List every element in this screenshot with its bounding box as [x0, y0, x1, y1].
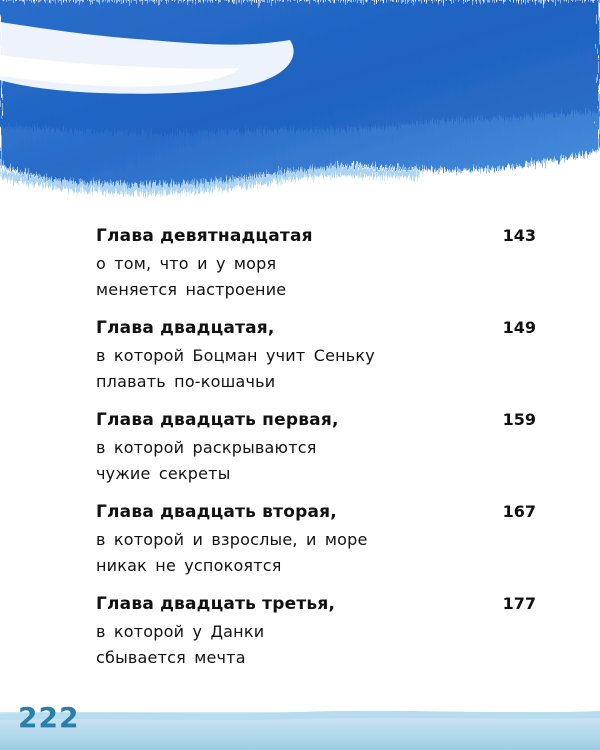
chapter-subtitle-line: в которой раскрываются [96, 438, 317, 457]
chapter-page-number: 159 [502, 410, 536, 429]
chapter-page-number: 149 [502, 318, 536, 337]
toc-entry[interactable] [96, 316, 536, 408]
chapter-subtitle-line: о том, что и у моря [96, 254, 277, 273]
chapter-subtitle-line: в которой и взрослые, и море [96, 530, 368, 549]
chapter-title: Глава двадцать вторая, [96, 502, 337, 522]
chapter-subtitle-line: сбывается мечта [96, 648, 246, 667]
chapter-page-number: 177 [502, 594, 536, 613]
chapter-title: Глава двадцатая, [96, 318, 275, 338]
toc-entry[interactable] [96, 224, 536, 316]
chapter-subtitle-line: чужие секреты [96, 464, 231, 483]
table-of-contents [96, 224, 536, 684]
chapter-subtitle-line: плавать по-кошачьи [96, 372, 276, 391]
chapter-subtitle-line: в которой Боцман учит Сеньку [96, 346, 375, 365]
page-number: 222 [18, 701, 80, 734]
toc-entry[interactable] [96, 408, 536, 500]
chapter-subtitle-line: в которой у Данки [96, 622, 265, 641]
chapter-page-number: 143 [502, 226, 536, 245]
chapter-title: Глава девятнадцатая [96, 226, 313, 246]
chapter-title: Глава двадцать первая, [96, 410, 339, 430]
watercolor-footer-band [0, 708, 600, 750]
toc-entry[interactable] [96, 592, 536, 684]
chapter-subtitle-line: меняется настроение [96, 280, 287, 299]
watercolor-header-art [0, 0, 600, 205]
toc-entry[interactable] [96, 500, 536, 592]
chapter-subtitle-line: никак не успокоятся [96, 556, 282, 575]
chapter-title: Глава двадцать третья, [96, 594, 336, 614]
chapter-page-number: 167 [502, 502, 536, 521]
